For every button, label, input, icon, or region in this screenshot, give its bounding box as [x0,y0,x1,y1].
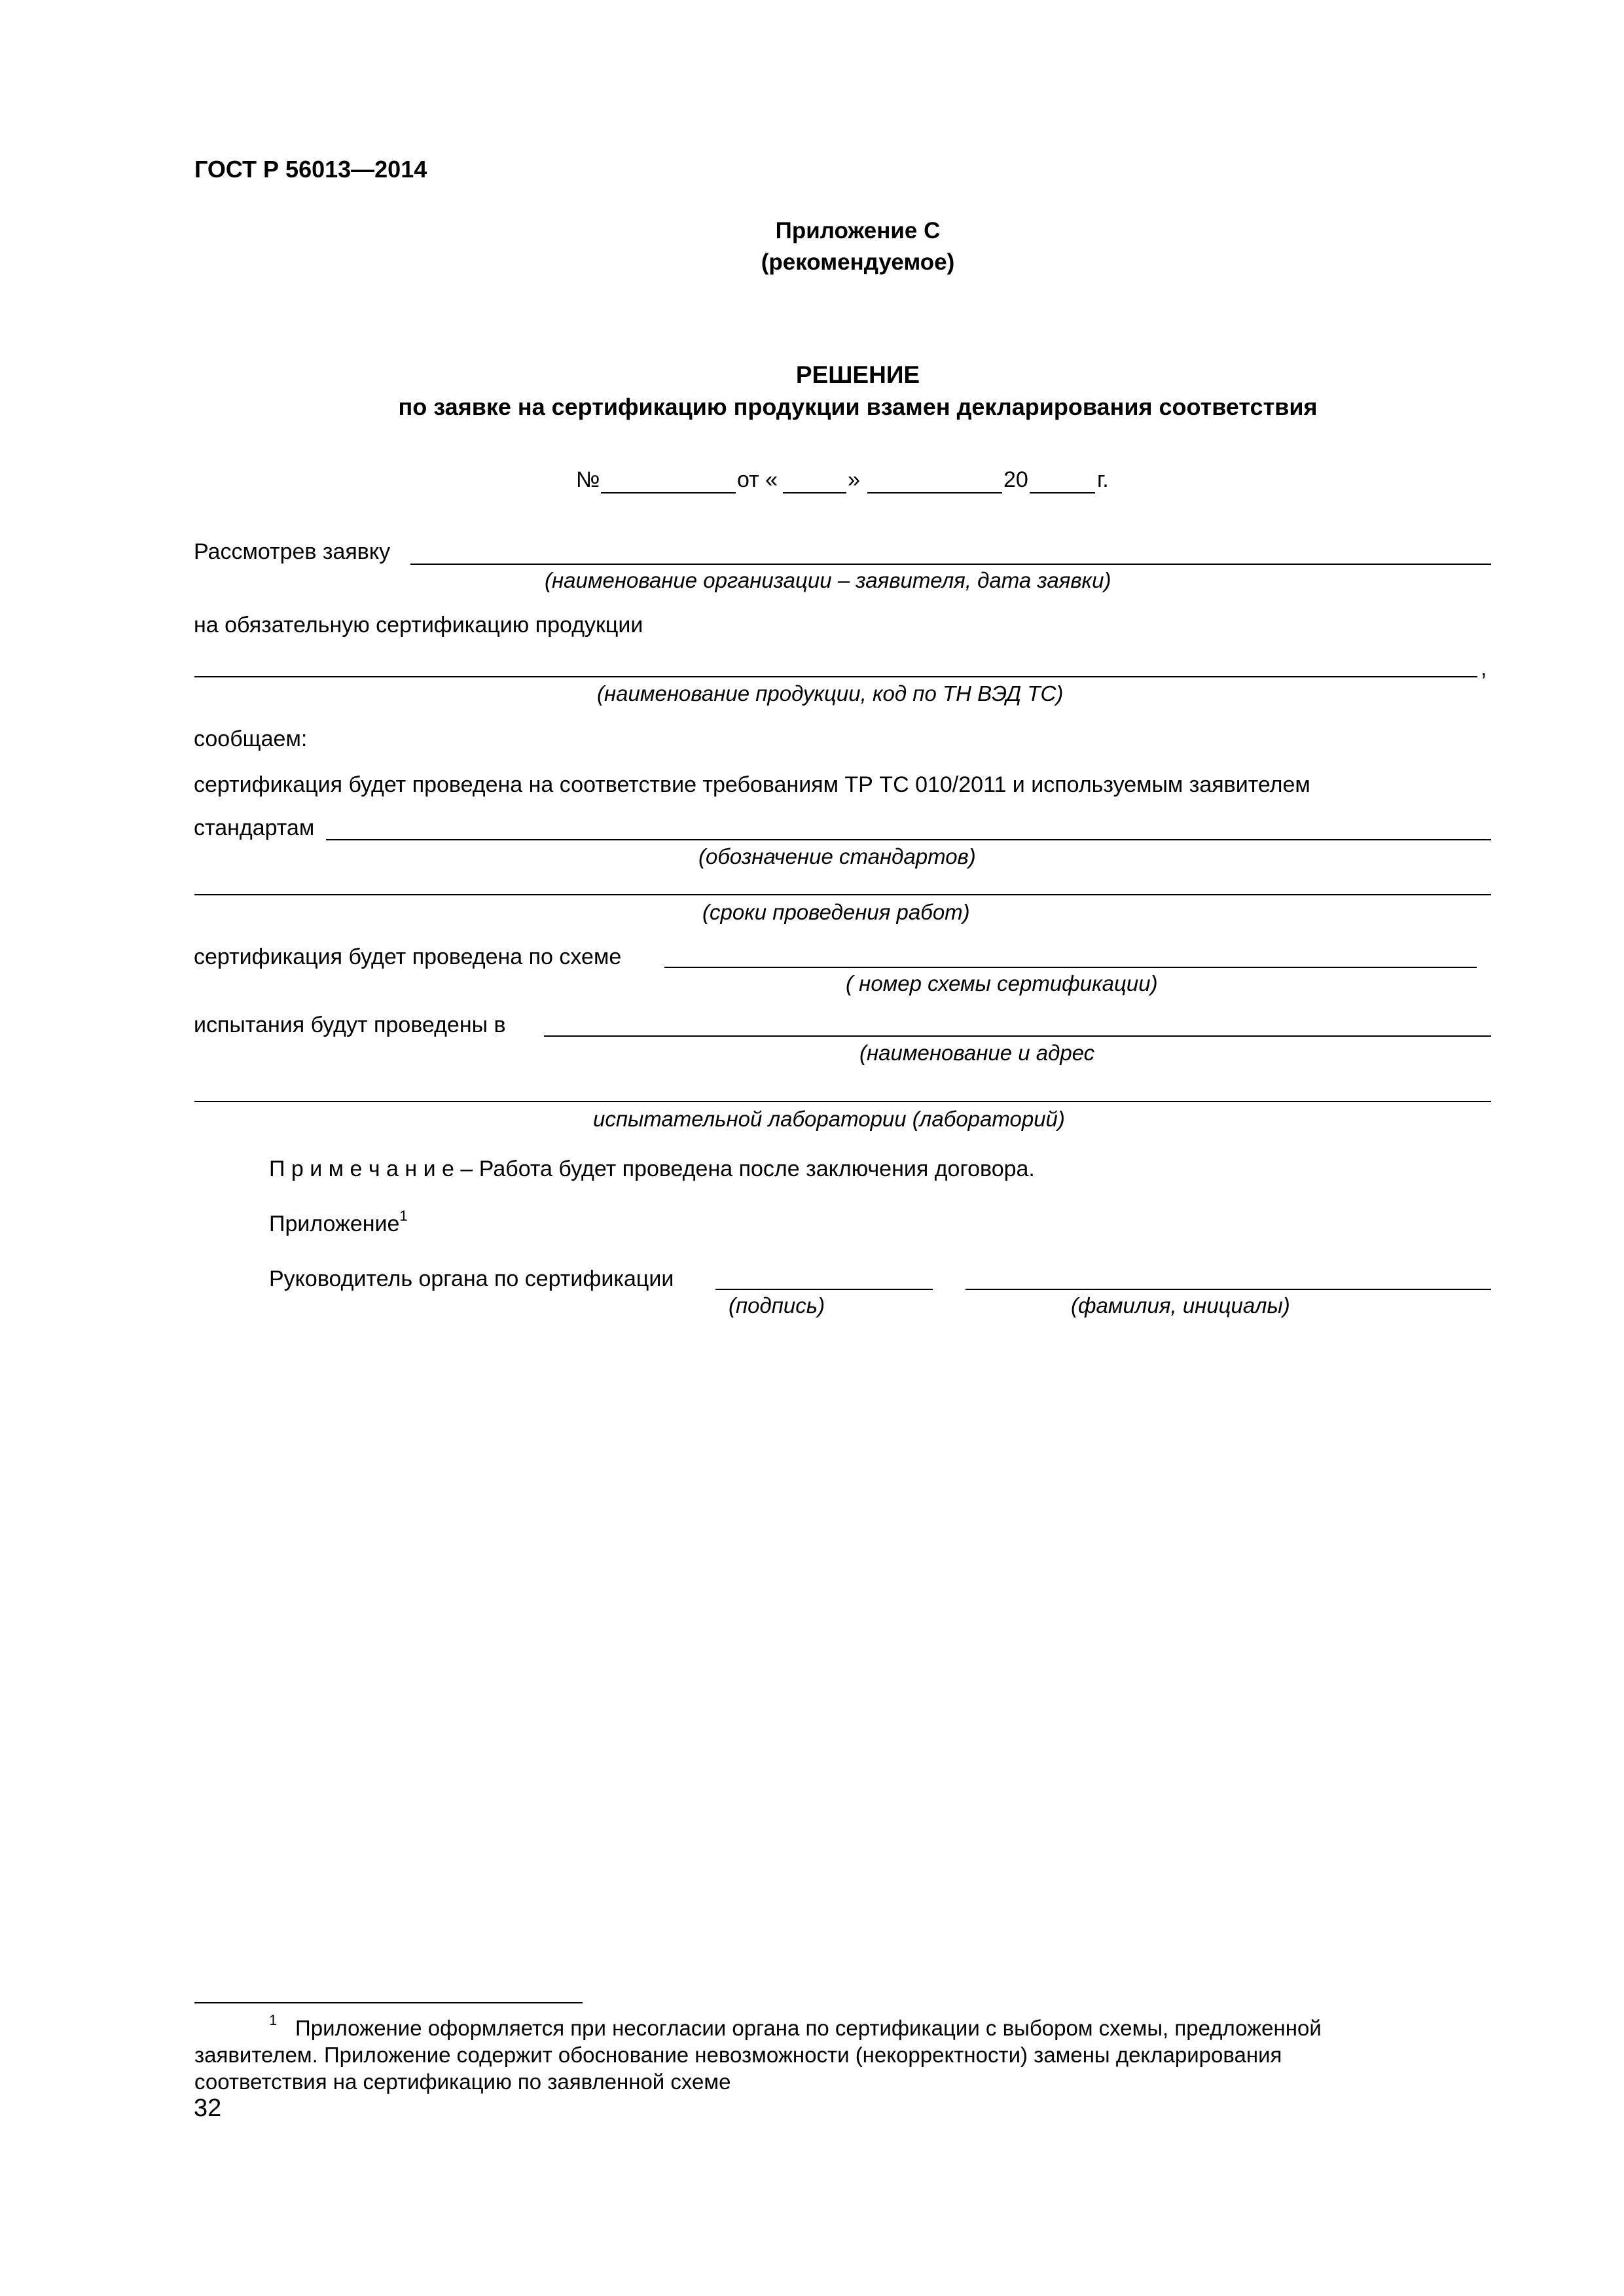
footnote-line-3: соответствия на сертификацию по заявленной схеме [194,2070,731,2094]
note-text: Работа будет проведена после заключения договора. [478,1157,1035,1181]
mandatory-certification-label: на обязательную сертификацию продукции [194,613,643,637]
number-field[interactable] [601,492,736,493]
terms-field[interactable] [194,894,1491,895]
day-field[interactable] [783,492,846,493]
head-label: Руководитель органа по сертификации [269,1266,674,1291]
month-field[interactable] [867,492,1002,493]
footnote-line-1: Приложение оформляется при несогласии органа по сертификации с выбором схемы, предложенной [295,2016,1322,2040]
scheme-label: сертификация будет проведена по схеме [194,944,622,969]
scheme-caption: ( номер схемы сертификации) [846,971,1158,996]
lab-caption-1: (наименование и адрес [859,1041,1095,1065]
note-dash: – [454,1157,479,1181]
having-considered-label: Рассмотрев заявку [194,539,391,564]
inform-label: сообщаем: [194,726,308,751]
standards-field[interactable] [326,839,1491,840]
footnote-marker: 1 [269,2012,278,2028]
product-comma: , [1481,656,1487,681]
product-caption: (наименование продукции, код по ТН ВЭД ТС) [597,681,1064,706]
document-subtitle: по заявке на сертификацию продукции взамен декларирования соответствия [398,393,1318,420]
from-label: от « [737,467,778,492]
lab-field[interactable] [544,1035,1491,1037]
terms-caption: (сроки проведения работ) [702,900,970,924]
name-field[interactable] [965,1289,1491,1290]
annex [269,1208,408,1236]
applicant-field[interactable] [410,564,1491,565]
note [269,1158,1035,1180]
applicant-caption: (наименование организации – заявителя, дата заявки) [545,568,1111,592]
year-prefix: 20 [1003,467,1028,492]
standards-label: стандартам [194,816,315,840]
product-field[interactable] [194,676,1477,677]
scheme-field[interactable] [664,967,1477,968]
appendix-status: (рекомендуемое) [761,249,955,275]
footnote-separator [194,2002,583,2003]
document-title: РЕШЕНИЕ [795,361,920,388]
standards-caption: (обозначение стандартов) [698,844,976,869]
year-suffix: г. [1097,467,1109,492]
standard-code: ГОСТ Р 56013—2014 [194,156,427,183]
signature-caption: (подпись) [729,1293,825,1318]
annex-label: Приложение [269,1211,400,1236]
certification-requirements-text: сертификация будет проведена на соответствие требованиям ТР ТС 010/2011 и используемым заявителем [194,772,1310,797]
signature-field[interactable] [715,1289,933,1290]
year-field[interactable] [1030,492,1095,493]
name-caption: (фамилия, инициалы) [1071,1293,1290,1318]
note-label: П р и м е ч а н и е [269,1157,454,1181]
footnote-line-2: заявителем. Приложение содержит обоснование невозможности (некорректности) замены декларирования [194,2043,1282,2067]
lab-field-2[interactable] [194,1101,1491,1102]
lab-caption-2: испытательной лаборатории (лабораторий) [593,1107,1065,1131]
appendix-label: Приложение С [775,218,941,243]
number-sign: № [576,467,600,492]
tests-label: испытания будут проведены в [194,1013,506,1037]
page-number: 32 [194,2094,222,2122]
annex-footnote-marker: 1 [399,1208,408,1224]
close-quote: » [848,467,860,492]
